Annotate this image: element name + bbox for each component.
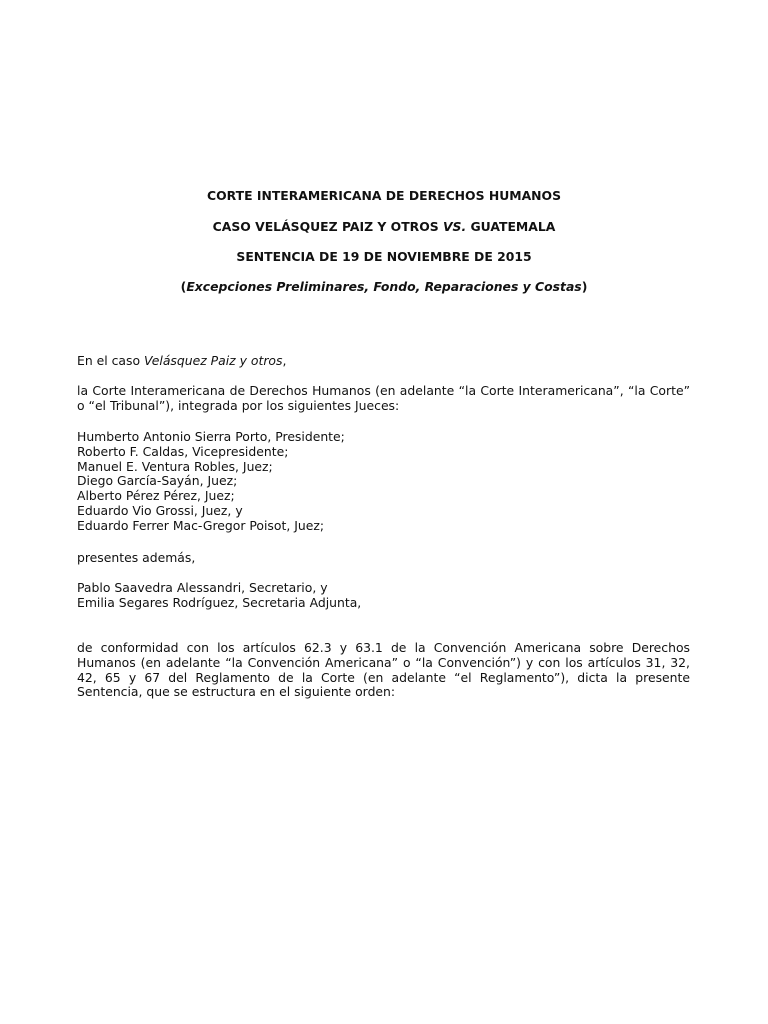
presentes-paragraph: presentes además, bbox=[77, 550, 196, 565]
case-title-prefix: CASO VELÁSQUEZ PAIZ Y OTROS bbox=[212, 219, 443, 234]
court-composition-paragraph: la Corte Interamericana de Derechos Humanos (en adelante “la Corte Interamericana”, “la Corte” o “el Tribunal”), integrada por los siguientes Jueces: bbox=[77, 383, 690, 413]
judge-entry: Eduardo Vio Grossi, Juez, y bbox=[77, 502, 243, 518]
judge-entry: Alberto Pérez Pérez, Juez; bbox=[77, 488, 235, 504]
judgment-date: SENTENCIA DE 19 DE NOVIEMBRE DE 2015 bbox=[236, 249, 532, 264]
judge-entry: Roberto F. Caldas, Vicepresidente; bbox=[77, 443, 289, 459]
subtitle-paren-open: ( bbox=[180, 279, 187, 294]
subtitle-text: Excepciones Preliminares, Fondo, Reparaciones y Costas bbox=[186, 279, 582, 294]
judge-entry: Eduardo Ferrer Mac-Gregor Poisot, Juez; bbox=[77, 517, 325, 533]
judge-entry: Manuel E. Ventura Robles, Juez; bbox=[77, 458, 273, 474]
judge-entry: Humberto Antonio Sierra Porto, Presidente; bbox=[77, 429, 345, 444]
case-intro-paragraph bbox=[77, 354, 690, 369]
court-title: CORTE INTERAMERICANA DE DERECHOS HUMANOS bbox=[207, 188, 561, 203]
case-title-suffix: GUATEMALA bbox=[466, 219, 556, 234]
case-intro-name: Velásquez Paiz y otros bbox=[144, 353, 283, 368]
secretaries-list bbox=[77, 581, 690, 611]
case-intro-prefix: En el caso bbox=[77, 353, 145, 368]
case-title-vs: VS. bbox=[442, 219, 467, 234]
conformidad-paragraph: de conformidad con los artículos 62.3 y 63.1 de la Convención Americana sobre Derechos Humanos (en adelante “la Convención Americana” o “la Convención”) y con los artículos 31, 32, 42, 65 y 67 del Reglamento de la Corte (en adelante “el Reglamento”), dicta la presente Sentencia, que se estructura en el siguiente orden: bbox=[77, 640, 690, 700]
secretary-entry: Pablo Saavedra Alessandri, Secretario, y bbox=[77, 580, 328, 595]
judge-entry: Diego García-Sayán, Juez; bbox=[77, 473, 238, 489]
judges-list bbox=[77, 430, 690, 534]
case-intro-suffix: , bbox=[282, 353, 287, 368]
subtitle-paren-close: ) bbox=[581, 279, 588, 294]
case-title bbox=[0, 219, 768, 234]
judgment-subtitle bbox=[0, 279, 768, 294]
secretary-entry: Emilia Segares Rodríguez, Secretaria Adjunta, bbox=[77, 594, 362, 610]
